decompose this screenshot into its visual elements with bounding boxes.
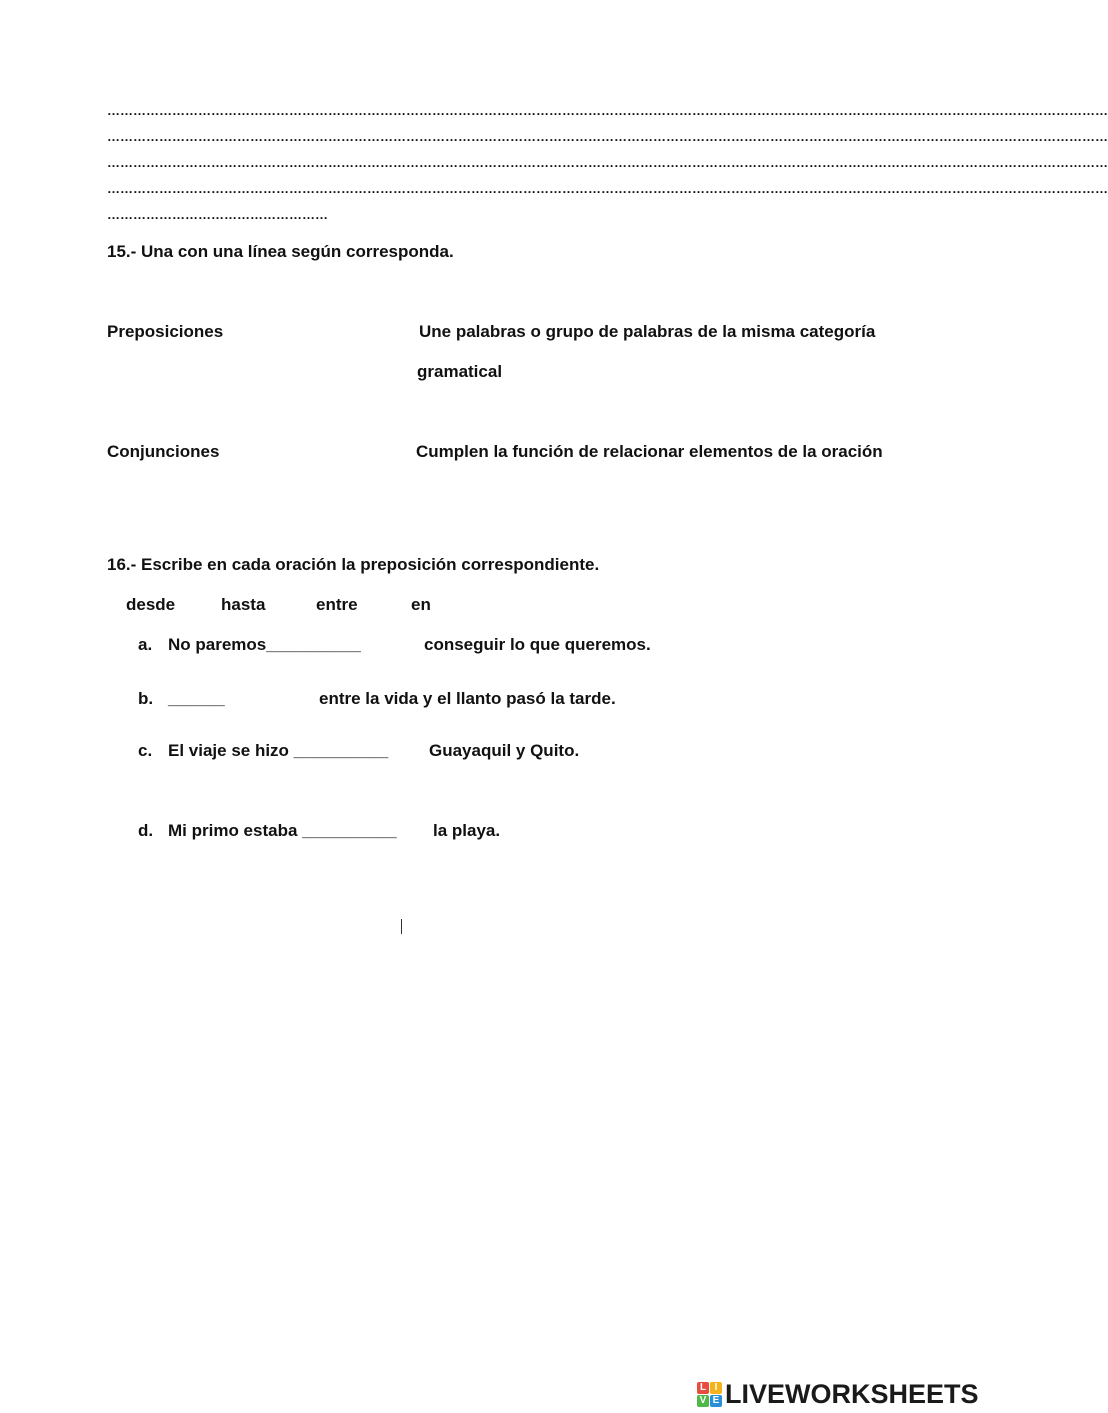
answer-line-short: …………………………………………… [107, 207, 328, 222]
word-bank-desde: desde [126, 595, 176, 614]
question-16-title: 16.- Escribe en cada oración la preposición correspondiente. [107, 555, 600, 574]
match-right-definition-2[interactable]: Cumplen la función de relacionar elementos de la oración [416, 442, 883, 461]
item-letter: b. [138, 689, 154, 708]
logo-letter: I [710, 1382, 722, 1394]
match-left-preposiciones[interactable]: Preposiciones [107, 322, 224, 341]
word-bank-entre: entre [316, 595, 358, 614]
item-b-blank[interactable]: ______ [168, 689, 225, 708]
liveworksheets-logo [697, 1378, 979, 1410]
match-left-conjunciones[interactable]: Conjunciones [107, 442, 220, 461]
item-c-text: Guayaquil y Quito. [429, 741, 580, 760]
answer-line: …………………………………………………………………………………………………………………………………………………………………………………………………………… [107, 181, 1108, 196]
item-letter: c. [138, 741, 153, 760]
item-letter: a. [138, 635, 153, 654]
logo-letter: L [697, 1382, 709, 1394]
item-a-text: conseguir lo que queremos. [424, 635, 651, 654]
word-bank-hasta: hasta [221, 595, 266, 614]
answer-line: …………………………………………………………………………………………………………………………………………………………………………………………………………… [107, 155, 1108, 170]
item-a-blank[interactable]: No paremos__________ [168, 635, 361, 654]
match-right-definition-1-cont: gramatical [417, 362, 503, 381]
question-15-title: 15.- Una con una línea según corresponda. [107, 242, 454, 261]
item-letter: d. [138, 821, 154, 840]
logo-text: LIVEWORKSHEETS [725, 1378, 979, 1409]
logo-letter: E [710, 1395, 722, 1407]
item-c-blank[interactable]: El viaje se hizo __________ [168, 741, 389, 760]
answer-line: …………………………………………………………………………………………………………………………………………………………………………………………………………… [107, 129, 1108, 144]
answer-line: …………………………………………………………………………………………………………………………………………………………………………………………………………… [107, 103, 1108, 118]
word-bank-en: en [411, 595, 431, 614]
text-cursor [401, 919, 402, 934]
logo-letter: V [697, 1395, 709, 1407]
item-b-text: entre la vida y el llanto pasó la tarde. [319, 689, 616, 708]
logo-mark-icon [697, 1382, 722, 1407]
item-d-blank[interactable]: Mi primo estaba __________ [168, 821, 397, 840]
match-right-definition-1[interactable]: Une palabras o grupo de palabras de la misma categoría [419, 322, 876, 341]
item-d-text: la playa. [433, 821, 501, 840]
